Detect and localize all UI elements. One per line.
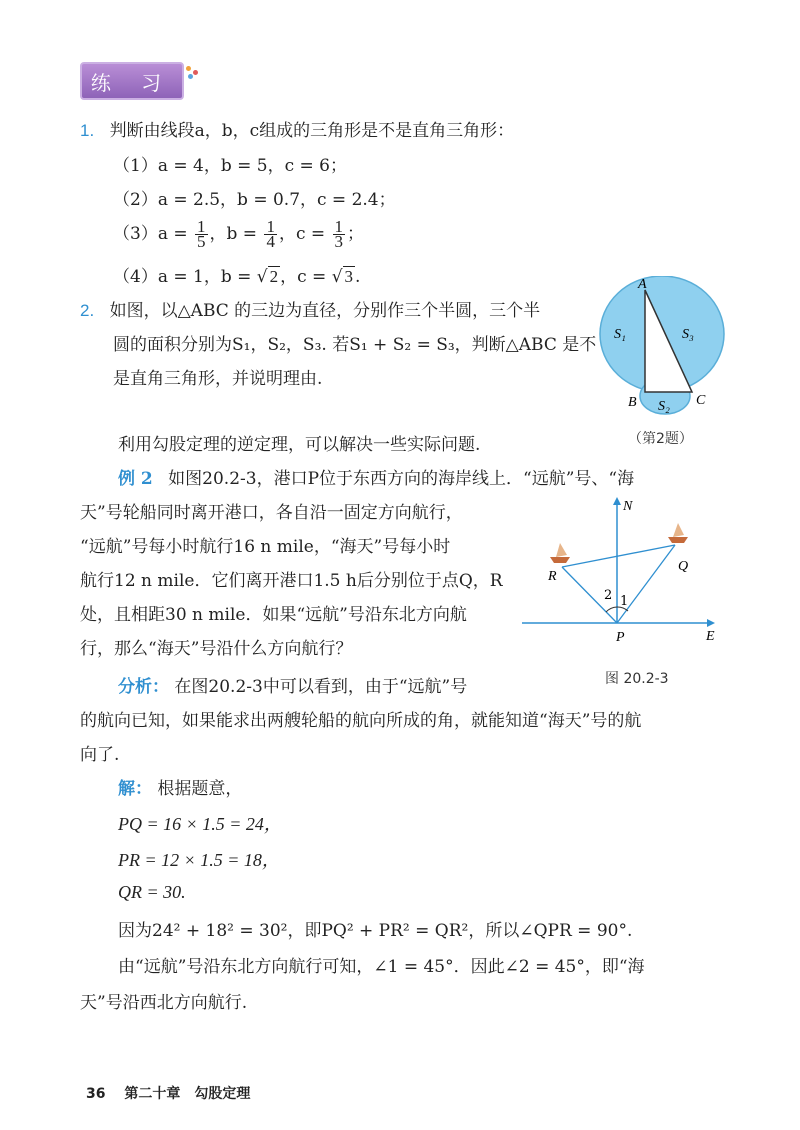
example-line-3: “远航”号每小时航行16 n mile，“海天”号每小时 — [80, 537, 451, 557]
angle-2-arc — [606, 607, 617, 612]
q2-figure — [590, 276, 730, 421]
q1-number: 1. — [80, 121, 95, 140]
sqrt-icon: √ — [331, 267, 343, 287]
q2-number: 2. — [80, 301, 95, 320]
page-footer — [86, 1083, 250, 1103]
north-arrow-icon — [613, 497, 621, 505]
example-text-1: 如图20.2-3，港口P位于东西方向的海岸线上．“远航”号、“海 — [168, 469, 635, 489]
root-b: 2 — [269, 267, 279, 286]
chapter-title: 第二十章 勾股定理 — [124, 1086, 251, 1102]
frac-a-num: 1 — [197, 217, 206, 236]
frac-c-num: 1 — [334, 217, 344, 236]
analysis-line-1 — [118, 672, 467, 697]
frac-c-den: 3 — [334, 232, 344, 251]
solution-conclusion-1: 由“远航”号沿东北方向航行可知，∠1 = 45°．因此∠2 = 45°，即“海 — [118, 957, 645, 977]
solution-label: 解： — [118, 779, 152, 799]
q1-item-4: （4）a = 1，b = √ 2 ，c = √ 3 . — [113, 267, 361, 287]
q1-heading — [80, 116, 514, 141]
example-caption: 图 20.2-3 — [605, 671, 669, 687]
solution-conclusion-2: 天”号沿西北方向航行. — [80, 993, 248, 1013]
page-number: 36 — [86, 1086, 106, 1102]
example-line-4: 航行12 n mile．它们离开港口1.5 h后分别位于点Q，R — [80, 571, 503, 591]
q1-text: 判断由线段a，b，c组成的三角形是不是直角三角形： — [109, 121, 515, 141]
q1-item-2: （2）a = 2.5，b = 0.7，c = 2.4； — [113, 190, 396, 210]
example-line-1 — [118, 464, 634, 489]
label-s2: S₂ — [658, 399, 670, 414]
solution-eq-3: QR = 30. — [118, 882, 186, 902]
label-p: P — [616, 630, 625, 645]
label-angle-1: 1 — [620, 594, 629, 609]
q2-line-2: 圆的面积分别为S₁，S₂，S₃. 若S₁ + S₂ = S₃，判断△ABC 是不 — [113, 335, 597, 355]
frac-a-den: 5 — [197, 232, 206, 251]
fraction-c — [333, 217, 346, 251]
label-c: C — [696, 393, 706, 408]
segment-pq — [617, 545, 675, 623]
analysis-label: 分析： — [118, 677, 169, 697]
east-arrow-icon — [707, 619, 715, 627]
solution-eq-1: PQ = 16 × 1.5 = 24， — [118, 814, 282, 834]
label-s3: S₃ — [682, 327, 694, 342]
q1-item-3-a: （3）a = — [113, 224, 188, 244]
q2-caption: （第2题） — [628, 431, 693, 447]
solution-first: 根据题意， — [157, 779, 243, 799]
segment-qr — [562, 545, 675, 567]
ship-q-icon — [668, 523, 688, 543]
sqrt-icon: √ — [256, 267, 268, 287]
example-label: 例 2 — [118, 469, 153, 489]
section-title: 练 习 — [90, 70, 174, 95]
q1-item-1: （1）a = 4，b = 5，c = 6； — [113, 156, 347, 176]
intro-text: 利用勾股定理的逆定理，可以解决一些实际问题. — [118, 435, 481, 455]
analysis-line-3: 向了. — [80, 745, 120, 765]
solution-because: 因为24² + 18² = 30²，即PQ² + PR² = QR²，所以∠QPR = 90°. — [118, 921, 633, 941]
solution-line-1 — [118, 774, 242, 799]
label-a: A — [638, 277, 647, 292]
example-figure — [520, 495, 735, 655]
q1-item-4-a: （4）a = 1，b = — [113, 267, 252, 287]
section-title-tag — [80, 62, 184, 100]
solution-eq-2: PR = 12 × 1.5 = 18， — [118, 850, 280, 870]
frac-b-den: 4 — [266, 232, 275, 251]
frac-b-num: 1 — [266, 217, 275, 236]
label-n: N — [623, 499, 633, 514]
analysis-line-2: 的航向已知，如果能求出两艘轮船的航向所成的角，就能知道“海天”号的航 — [80, 711, 642, 731]
fraction-b — [264, 217, 277, 251]
example-line-5: 处，且相距30 n mile．如果“远航”号沿东北方向航 — [80, 605, 467, 625]
q2-line-3: 是直角三角形，并说明理由. — [113, 369, 323, 389]
root-c: 3 — [344, 267, 354, 286]
label-q: Q — [678, 559, 689, 574]
label-r: R — [548, 569, 557, 584]
ship-r-icon — [550, 543, 570, 563]
analysis-text-1: 在图20.2-3中可以看到，由于“远航”号 — [174, 677, 468, 697]
example-line-2: 天”号轮船同时离开港口，各自沿一固定方向航行， — [80, 503, 463, 523]
label-s1: S₁ — [614, 327, 626, 342]
q2-text-1: 如图，以△ABC 的三边为直径，分别作三个半圆，三个半 — [109, 301, 541, 321]
label-e: E — [706, 629, 715, 644]
q2-line-1 — [80, 296, 540, 321]
example-line-6: 行，那么“海天”号沿什么方向航行？ — [80, 639, 353, 659]
label-b: B — [628, 395, 637, 410]
fraction-a — [195, 217, 208, 251]
label-angle-2: 2 — [604, 588, 613, 603]
q1-item-3: （3）a = $\frac{1}{5}$ ，b = $\frac{1}{4}$ ，c = $\frac{1}{3}$ ； — [113, 217, 365, 251]
